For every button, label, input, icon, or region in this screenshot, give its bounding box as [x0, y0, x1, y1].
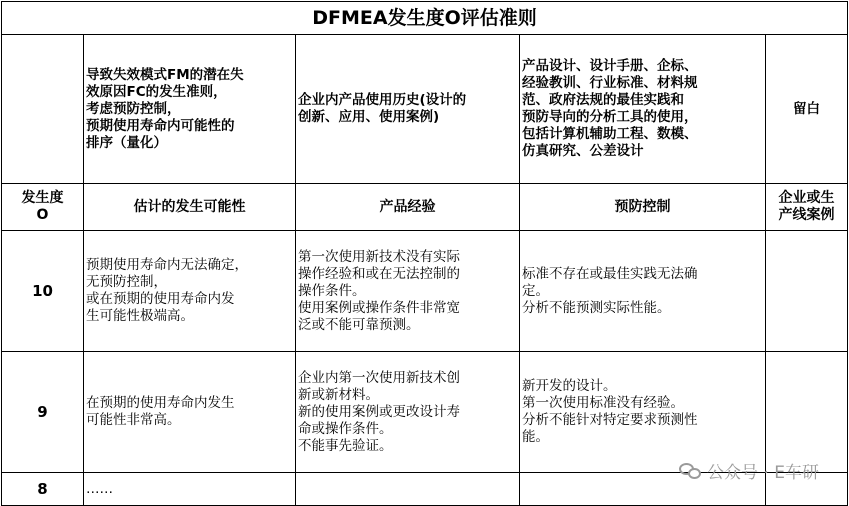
- occurrence-score: 10: [2, 231, 84, 352]
- table-row: [2, 352, 848, 473]
- likelihood-cell: ……: [84, 473, 296, 506]
- header-best-practice: 产品设计、设计手册、企标、 经验教训、行业标准、材料规 范、政府法规的最佳实践和 预防导向的分析工具的使用， 包括计算机辅助工程、数模、 仿真研究、公差设计: [520, 35, 766, 184]
- likelihood-cell: 预期使用寿命内无法确定， 无预防控制， 或在预期的使用寿命内发 生可能性极端高。: [84, 231, 296, 352]
- header-company-cases: 企业或生 产线案例: [766, 184, 848, 231]
- table-title: DFMEA发生度O评估准则: [2, 2, 848, 35]
- header-product-experience: 产品经验: [296, 184, 520, 231]
- watermark-text: 公众号 · E车研: [707, 463, 819, 483]
- header-blank: 留白: [766, 35, 848, 184]
- empty-header-cell: [2, 35, 84, 184]
- watermark: [679, 458, 819, 483]
- cases-cell: [766, 352, 848, 473]
- experience-cell: 第一次使用新技术没有实际 操作经验和或在无法控制的 操作条件。 使用案例或操作条件非常宽 泛或不能可靠预测。: [296, 231, 520, 352]
- occurrence-score: 8: [2, 473, 84, 506]
- header-usage-history: 企业内产品使用历史(设计的 创新、应用、使用案例): [296, 35, 520, 184]
- table-row: [2, 231, 848, 352]
- header-likelihood-criteria: 导致失效模式FM的潜在失 效原因FC的发生准则， 考虑预防控制， 预期使用寿命内可能性的 排序（量化）: [84, 35, 296, 184]
- experience-cell: 企业内第一次使用新技术创 新或新材料。 新的使用案例或更改设计寿 命或操作条件。 不能事先验证。: [296, 352, 520, 473]
- criteria-header-row: [2, 35, 848, 184]
- cases-cell: [766, 231, 848, 352]
- column-header-row: [2, 184, 848, 231]
- experience-cell: [296, 473, 520, 506]
- likelihood-cell: 在预期的使用寿命内发生 可能性非常高。: [84, 352, 296, 473]
- header-prevention-controls: 预防控制: [520, 184, 766, 231]
- prevention-cell: 标准不存在或最佳实践无法确 定。 分析不能预测实际性能。: [520, 231, 766, 352]
- occurrence-score: 9: [2, 352, 84, 473]
- dfmea-occurrence-table: [1, 1, 848, 506]
- header-occurrence: 发生度 O: [2, 184, 84, 231]
- wechat-icon: [679, 462, 701, 480]
- header-estimated-likelihood: 估计的发生可能性: [84, 184, 296, 231]
- prevention-cell: 新开发的设计。 第一次使用标准没有经验。 分析不能针对特定要求预测性 能。: [520, 352, 766, 473]
